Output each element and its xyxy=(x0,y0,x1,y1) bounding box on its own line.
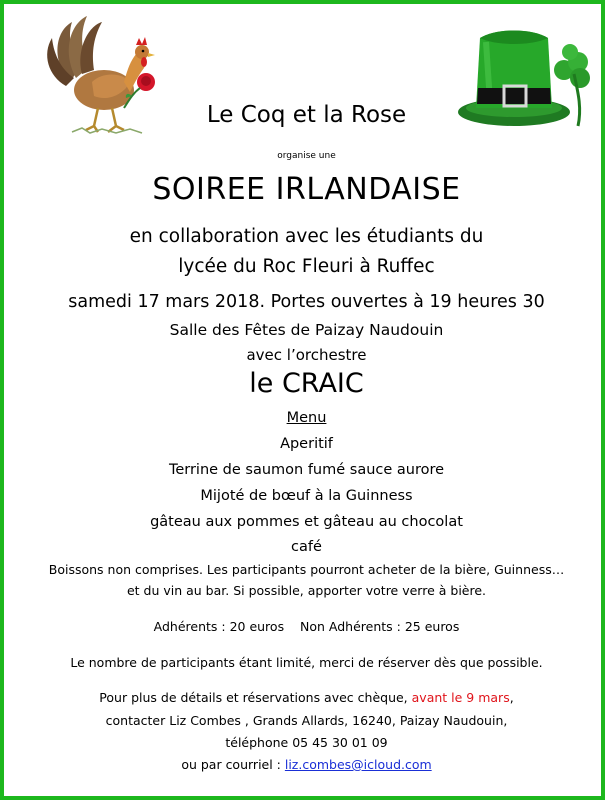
drinks-note: Boissons non comprises. Les participants pourront acheter de la bière, Guinness… xyxy=(48,562,565,577)
drinks-note-2: et du vin au bar. Si possible, apporter votre verre à bière. xyxy=(126,583,487,598)
contact-intro xyxy=(4,690,605,705)
page-title: Le Coq et la Rose xyxy=(206,102,407,128)
deadline: avant le 9 mars xyxy=(411,690,510,705)
contact-email-line xyxy=(4,757,605,772)
subtitle: organise une xyxy=(277,151,336,161)
collaboration-line: en collaboration avec les étudiants du xyxy=(129,226,484,247)
orchestra-line: avec l’orchestre xyxy=(246,346,367,364)
non-members-price: Non Adhérents : 25 euros xyxy=(300,619,460,634)
limit-note: Le nombre de participants étant limité, merci de réserver dès que possible. xyxy=(70,655,543,670)
contact-intro-text: Pour plus de détails et réservations avec chèque, xyxy=(99,690,412,705)
contact-address: contacter Liz Combes , Grands Allards, 16240, Paizay Naudouin, xyxy=(105,713,508,728)
menu-item: Mijoté de bœuf à la Guinness xyxy=(200,488,413,504)
menu-item: Aperitif xyxy=(280,436,333,452)
contact-phone: téléphone 05 45 30 01 09 xyxy=(225,735,388,750)
band-name: le CRAIC xyxy=(249,368,364,399)
email-label: ou par courriel : xyxy=(181,757,285,772)
members-price: Adhérents : 20 euros xyxy=(153,619,285,634)
contact-intro-end: , xyxy=(509,690,514,705)
menu-item: gâteau aux pommes et gâteau au chocolat xyxy=(150,514,463,530)
venue-line: Salle des Fêtes de Paizay Naudouin xyxy=(169,321,444,339)
menu-item: café xyxy=(291,539,322,555)
menu-item: Terrine de saumon fumé sauce aurore xyxy=(168,462,445,478)
event-headline: SOIREE IRLANDAISE xyxy=(152,172,461,207)
menu-heading: Menu xyxy=(286,410,327,426)
email-link[interactable]: liz.combes@icloud.com xyxy=(284,757,432,772)
date-line: samedi 17 mars 2018. Portes ouvertes à 19 heures 30 xyxy=(68,292,545,312)
school-line: lycée du Roc Fleuri à Ruffec xyxy=(178,256,435,277)
price-line xyxy=(4,619,605,634)
